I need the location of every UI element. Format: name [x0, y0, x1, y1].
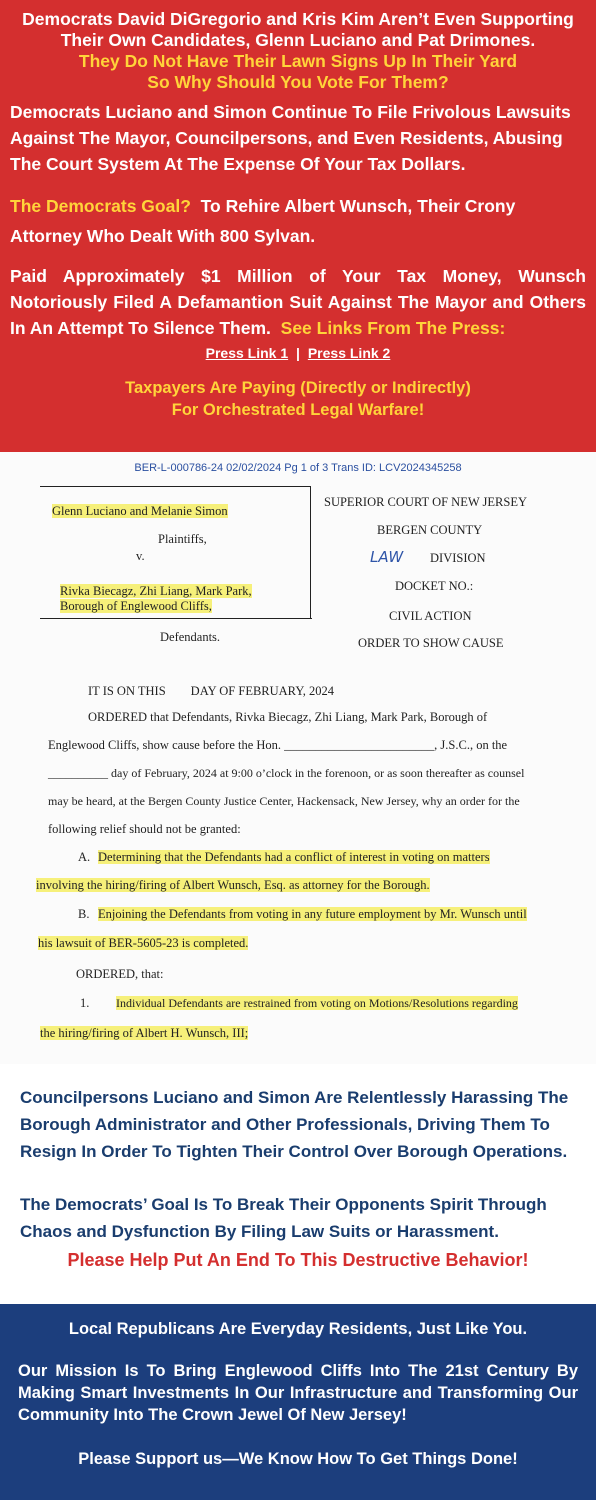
press-link-separator: | [296, 345, 300, 361]
top-red-section [0, 0, 596, 452]
press-link-1[interactable]: Press Link 1 [205, 345, 289, 361]
plaintiffs-names: Glenn Luciano and Melanie Simon [52, 504, 228, 518]
item-a-line-2: involving the hiring/firing of Albert Wunsch, Esq. as attorney for the Borough. [36, 878, 430, 892]
ordered-line-2: Englewood Cliffs, show cause before the Hon. ________________________, J.S.C., on the [48, 738, 508, 752]
democrats-goal-paragraph: The Democrats’ Goal Is To Break Their Opponents Spirit Through Chaos and Dysfunction By Filing Law Suits or Harassment. [20, 1195, 547, 1241]
item-b-line-2: his lawsuit of BER-5605-23 is completed. [38, 936, 249, 950]
item-1-line-2: the hiring/firing of Albert H. Wunsch, III; [40, 1026, 249, 1040]
defendants-label: Defendants. [160, 630, 221, 644]
ordered-line-4: may be heard, at the Bergen County Justice Center, Hackensack, New Jersey, why an order for the [48, 794, 520, 808]
headline-line-4: So Why Should You Vote For Them? [147, 72, 449, 92]
ordered-that-line: ORDERED, that: [76, 967, 164, 981]
goal-text: To Rehire Albert Wunsch, Their Crony Attorney Who Dealt With 800 Sylvan. [10, 196, 516, 246]
order-show-cause-label: ORDER TO SHOW CAUSE [358, 636, 504, 650]
item-1-label: 1. [80, 996, 90, 1010]
headline-line-3: They Do Not Have Their Lawn Signs Up In Their Yard [78, 51, 518, 71]
ordered-line-5: following relief should not be granted: [48, 822, 241, 836]
press-link-2[interactable]: Press Link 2 [307, 345, 391, 361]
support-line: Please Support us—We Know How To Get Things Done! [78, 1450, 518, 1468]
bottom-navy-section [0, 1304, 596, 1500]
caption-box-top [40, 486, 310, 487]
docket-label: DOCKET NO.: [395, 579, 474, 593]
division-label: DIVISION [430, 551, 486, 565]
harassment-paragraph: Councilpersons Luciano and Simon Are Relentlessly Harassing The Borough Administrator and Other Professionals, Driving Them To Resign In Order To Tighten Their Control Over Borough Operations. [20, 1088, 569, 1161]
handwritten-law: LAW [370, 548, 404, 566]
republicans-line: Local Republicans Are Everyday Residents, Just Like You. [68, 1320, 528, 1338]
item-a-line-1: Determining that the Defendants had a conflict of interest in voting on matters [98, 850, 490, 864]
plaintiffs-label: Plaintiffs, [158, 532, 207, 546]
caption-box-right [310, 486, 311, 618]
civil-action-label: CIVIL ACTION [389, 609, 472, 623]
court-document-image [0, 452, 596, 1064]
county-name: BERGEN COUNTY [377, 523, 483, 537]
middle-blue-text-section [0, 1064, 596, 1304]
item-b-line-1: Enjoining the Defendants from voting in any future employment by Mr. Wunsch until [98, 907, 527, 921]
court-name: SUPERIOR COURT OF NEW JERSEY [324, 495, 527, 509]
headline-line-2: Their Own Candidates, Glenn Luciano and Pat Drimones. [60, 30, 536, 50]
ordered-line-1: ORDERED that Defendants, Rivka Biecagz, Zhi Liang, Mark Park, Borough of [88, 710, 488, 724]
item-a-label: A. [78, 850, 91, 864]
court-doc-header: BER-L-000786-24 02/02/2024 Pg 1 of 3 Trans ID: LCV2024345258 [134, 462, 462, 474]
item-1-line-1: Individual Defendants are restrained from voting on Motions/Resolutions regarding [116, 996, 518, 1010]
lawsuits-paragraph: Democrats Luciano and Simon Continue To File Frivolous Lawsuits Against The Mayor, Councilpersons, and Even Residents, Abusing The Court System At The Expense Of Your Tax Dollars. [10, 102, 571, 174]
headline-line-1: Democrats David DiGregorio and Kris Kim Aren’t Even Supporting [22, 9, 574, 29]
item-b-label: B. [78, 907, 90, 921]
taxpayers-line-2: For Orchestrated Legal Warfare! [171, 401, 425, 419]
goal-label: The Democrats Goal? [10, 196, 191, 216]
taxpayers-line-1: Taxpayers Are Paying (Directly or Indirectly) [125, 379, 471, 397]
ordered-line-3: __________ day of February, 2024 at 9:00 o’clock in the forenoon, or as soon thereafter as counsel [48, 766, 525, 780]
it-is-line: IT IS ON THIS DAY OF FEBRUARY, 2024 [88, 684, 334, 698]
caption-box-bottom [40, 618, 312, 619]
press-links [10, 345, 586, 361]
versus-label: v. [136, 549, 145, 563]
wunsch-text: Paid Approximately $1 Million of Your Tax Money, Wunsch Notoriously Filed A Defamantion Suit Against The Mayor and Others In An Attempt To Silence Them. [10, 266, 586, 338]
defendants-names-2: Borough of Englewood Cliffs, [60, 599, 212, 613]
wunsch-paragraph [10, 263, 586, 341]
call-to-action: Please Help Put An End To This Destructive Behavior! [67, 1250, 529, 1270]
goal-paragraph [10, 191, 586, 251]
defendants-names-1: Rivka Biecagz, Zhi Liang, Mark Park, [60, 584, 252, 598]
see-links-label: See Links From The Press: [280, 318, 506, 338]
mission-paragraph: Our Mission Is To Bring Englewood Cliffs Into The 21st Century By Making Smart Investments In Our Infrastructure and Transforming Our Community Into The Crown Jewel Of New Jersey! [18, 1362, 578, 1424]
